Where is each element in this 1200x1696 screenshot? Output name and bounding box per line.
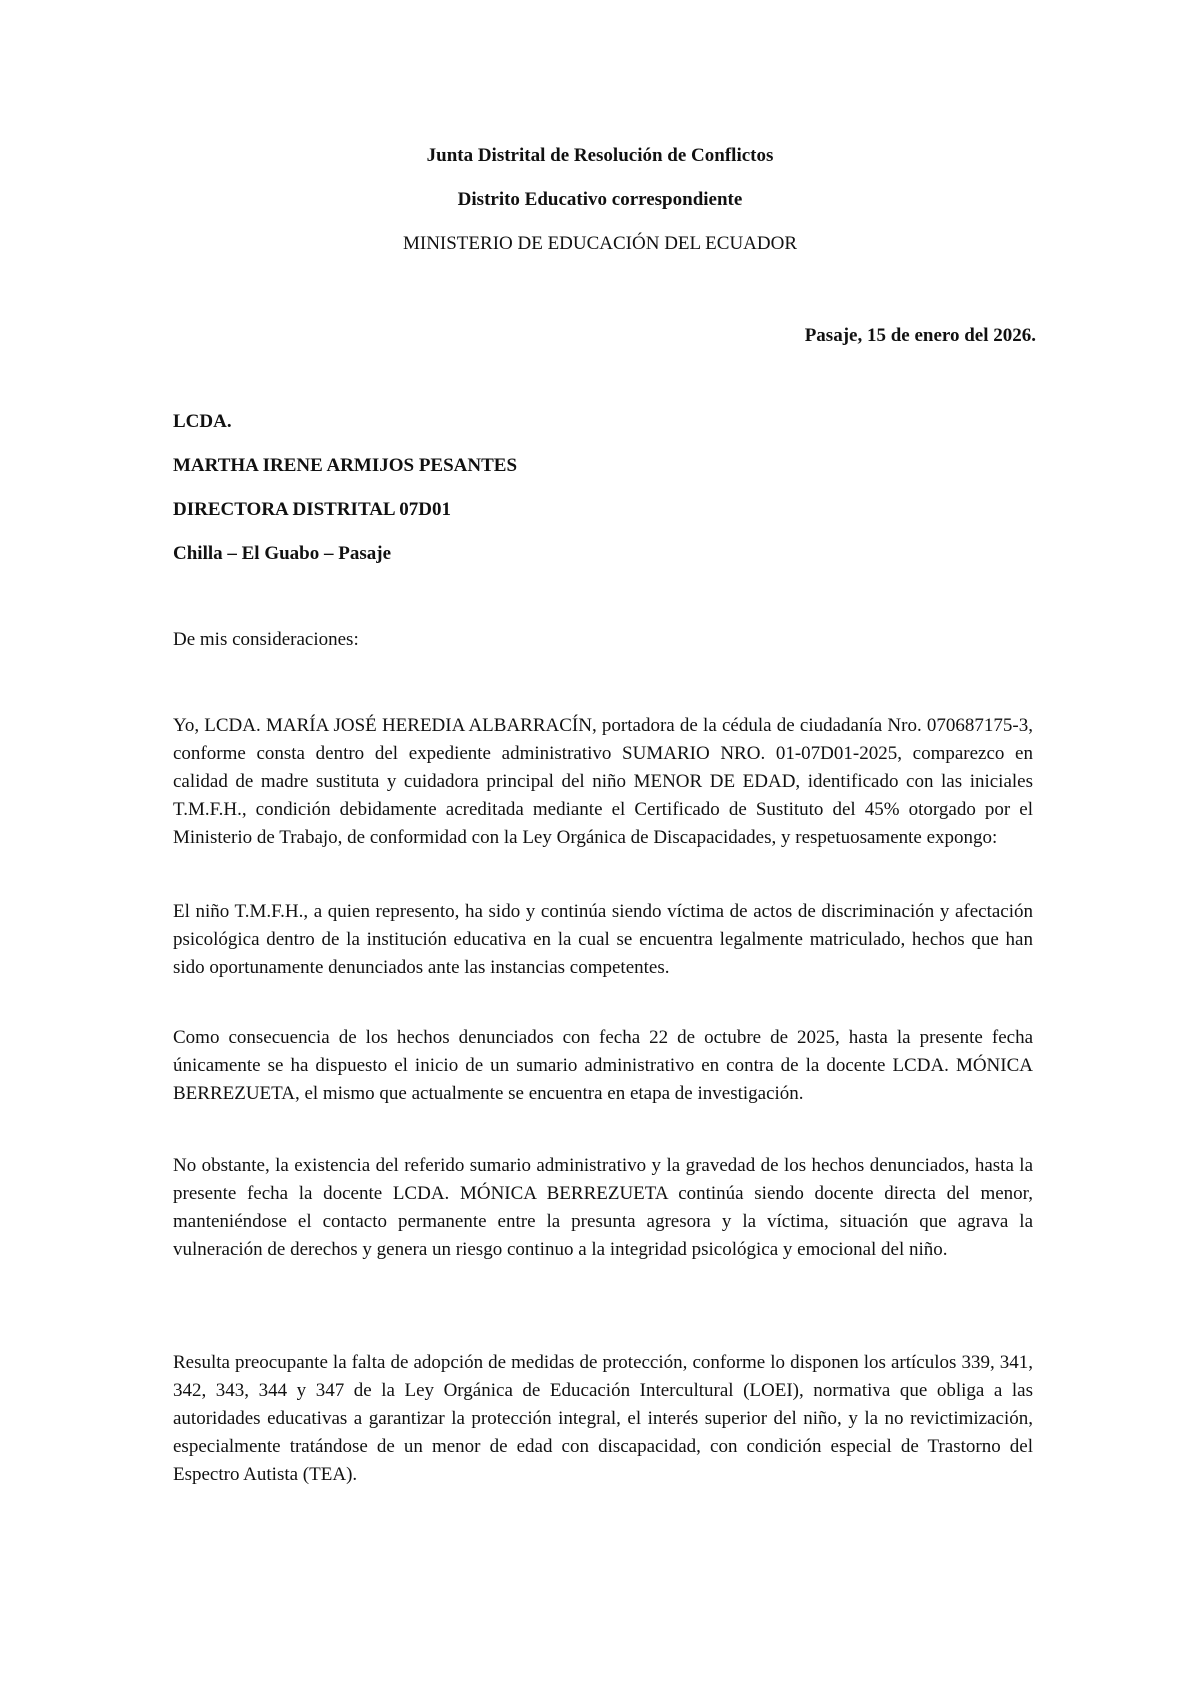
body-paragraph: Resulta preocupante la falta de adopción de medidas de protección, conforme lo disponen los artículos 339, 341, 342, 343, 344 y 347 de la Ley Orgánica de Educación Intercultural (LOEI), normativa que obliga a las autoridades educativas a garantizar la protección integral, el interés superior del niño, y la no revictimización, especialmente tratándose de un menor de edad con discapacidad, con condición especial de Trastorno del Espectro Autista (TEA).	[173, 1352, 1033, 1485]
body-paragraph: No obstante, la existencia del referido sumario administrativo y la gravedad de los hechos denunciados, hasta la presente fecha la docente LCDA. MÓNICA BERREZUETA continúa siendo docente directa del menor, manteniéndose el contacto permanente entre la presunta agresora y la víctima, situación que agrava la vulneración de derechos y genera un riesgo continuo a la integridad psicológica y emocional del niño.	[173, 1155, 1033, 1260]
addressee-position: DIRECTORA DISTRITAL 07D01	[173, 499, 452, 520]
header-district: Distrito Educativo correspondiente	[457, 189, 743, 210]
body-paragraph: Como consecuencia de los hechos denunciados con fecha 22 de octubre de 2025, hasta la presente fecha únicamente se ha dispuesto el inicio de un sumario administrativo en contra de la docente LCDA. MÓNICA BERREZUETA, el mismo que actualmente se encuentra en etapa de investigación.	[173, 1027, 1033, 1104]
body-paragraph: Yo, LCDA. MARÍA JOSÉ HEREDIA ALBARRACÍN, portadora de la cédula de ciudadanía Nro. 070687175-3, conforme consta dentro del expediente administrativo SUMARIO NRO. 01-07D01-2025, comparezco en calidad de madre sustituta y cuidadora principal del niño MENOR DE EDAD, identificado con las iniciales T.M.F.H., condición debidamente acreditada mediante el Certificado de Sustituto del 45% otorgado por el Ministerio de Trabajo, de conformidad con la Ley Orgánica de Discapacidades, y respetuosamente expongo:	[173, 715, 1033, 848]
addressee-name: MARTHA IRENE ARMIJOS PESANTES	[173, 455, 518, 476]
greeting: De mis consideraciones:	[173, 629, 359, 650]
body-paragraph: El niño T.M.F.H., a quien represento, ha sido y continúa siendo víctima de actos de discriminación y afectación psicológica dentro de la institución educativa en la cual se encuentra legalmente matriculado, hechos que han sido oportunamente denunciados ante las instancias competentes.	[173, 901, 1033, 978]
header-institution: Junta Distrital de Resolución de Conflictos	[426, 145, 774, 166]
header-ministry: MINISTERIO DE EDUCACIÓN DEL ECUADOR	[402, 233, 798, 254]
addressee-title: LCDA.	[173, 411, 232, 432]
letter-date: Pasaje, 15 de enero del 2026.	[804, 325, 1036, 346]
addressee-location: Chilla – El Guabo – Pasaje	[173, 543, 391, 564]
